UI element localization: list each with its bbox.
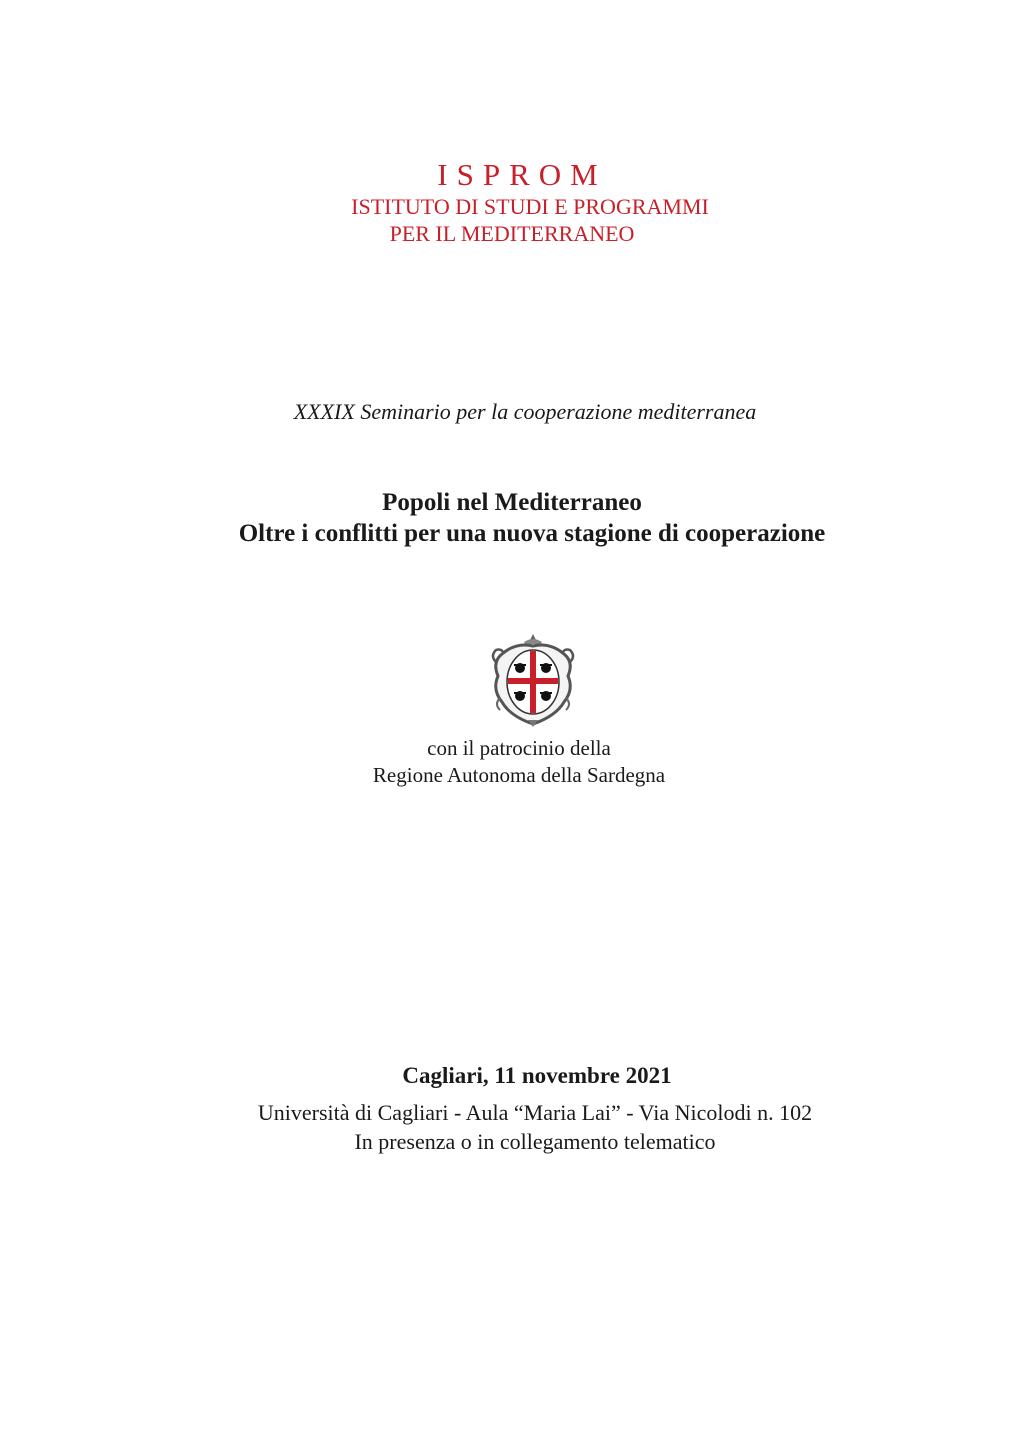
title-line2: Oltre i conflitti per una nuova stagione di cooperazione	[238, 520, 826, 547]
event-venue: Università di Cagliari - Aula “Maria Lai” - Via Nicolodi n. 102	[257, 1100, 813, 1125]
sardinia-coat-of-arms-icon	[488, 632, 578, 728]
institute-name-line1: ISTITUTO DI STUDI E PROGRAMMI	[351, 194, 709, 219]
event-mode: In presenza o in collegamento telematico	[354, 1129, 716, 1154]
patronage-line1: con il patrocinio della	[427, 736, 611, 760]
institute-name-line2: PER IL MEDITERRANEO	[389, 221, 635, 246]
title-line1: Popoli nel Mediterraneo	[382, 489, 642, 516]
seminar-edition: XXXIX Seminario per la cooperazione mediterranea	[293, 399, 757, 424]
patronage-line2: Regione Autonoma della Sardegna	[372, 763, 666, 787]
event-date: Cagliari, 11 novembre 2021	[402, 1063, 672, 1088]
institute-acronym: ISPROM	[437, 157, 607, 192]
